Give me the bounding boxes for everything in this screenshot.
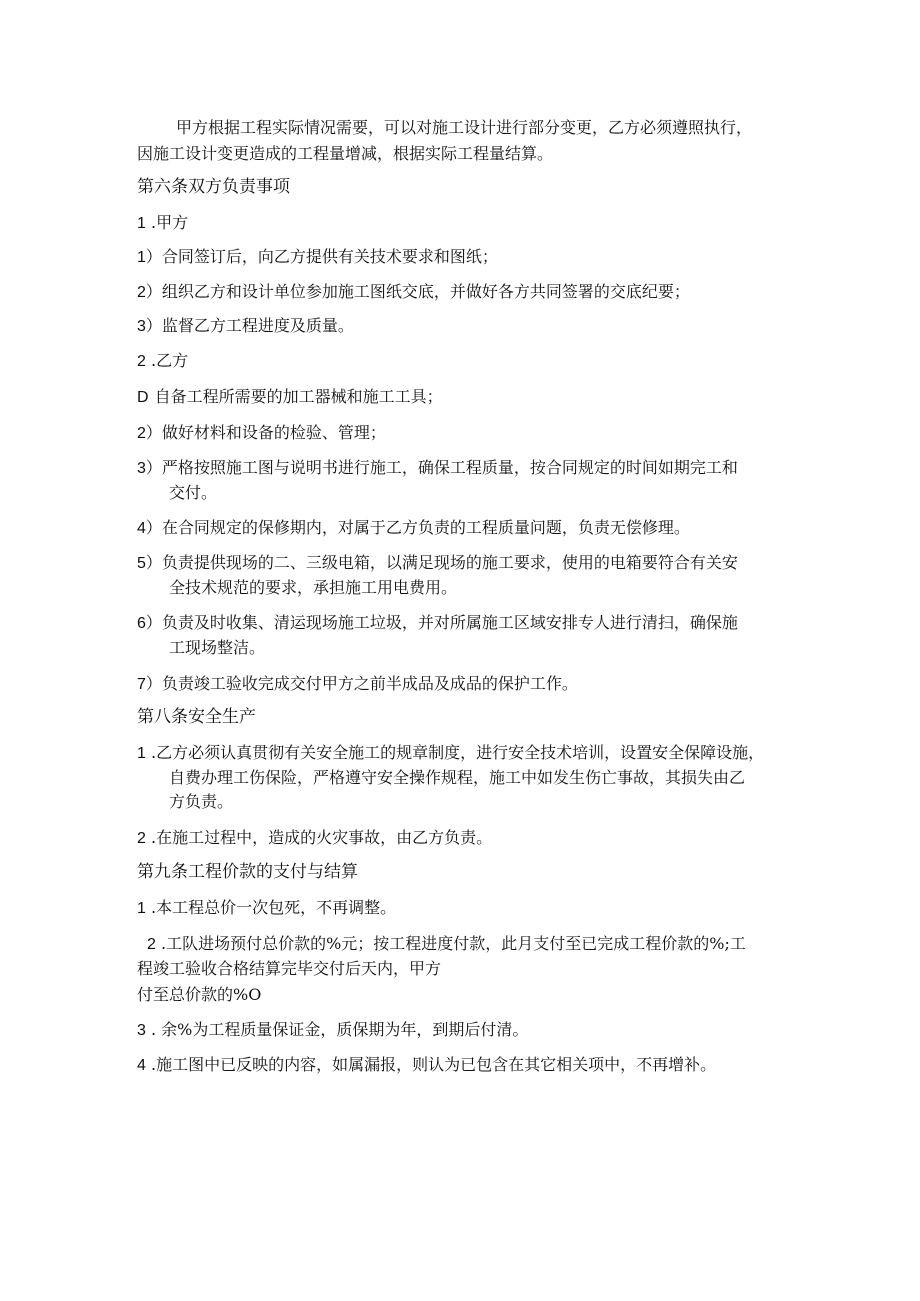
item-text: . 余%为工程质量保证金，质保期为年，到期后付清。 [145, 1020, 529, 1039]
item-number: D [137, 389, 149, 406]
item-number: 4 [137, 1057, 146, 1074]
item-text: ）在合同规定的保修期内，对属于乙方负责的工程质量问题，负责无偿修理。 [145, 518, 690, 537]
list-item [137, 1053, 716, 1078]
list-item [137, 672, 578, 697]
item-text: ）负责竣工验收完成交付甲方之前半成品及成品的保护工作。 [145, 674, 578, 693]
list-item [137, 421, 386, 446]
item-number: 3 [137, 1022, 146, 1039]
item-text: .甲方 [145, 213, 189, 232]
article-9-heading: 第九条工程价款的支付与结算 [137, 862, 358, 882]
intro-paragraph-line: 因施工设计变更造成的工程量增减，根据实际工程量结算。 [137, 144, 554, 163]
item-text: .乙方必须认真贯彻有关安全施工的规章制度，进行安全技术培训，设置安全保障设施， [145, 743, 765, 762]
item-number: 5 [137, 555, 146, 572]
party-b-heading [137, 349, 188, 374]
list-item [137, 456, 738, 481]
list-item-continuation: 付至总价款的%O [137, 985, 262, 1004]
item-text: .乙方 [145, 351, 189, 370]
item-text: ）做好材料和设备的检验、管理； [145, 423, 386, 442]
list-item-continuation: 交付。 [169, 483, 218, 502]
party-a-heading [137, 211, 188, 236]
article-8-heading: 第八条安全生产 [137, 707, 256, 727]
list-item [137, 385, 443, 410]
item-number: 1 [137, 900, 146, 917]
item-number: 3 [137, 318, 146, 335]
list-item [137, 826, 492, 851]
item-number: 2 [137, 284, 146, 301]
item-number: 6 [137, 615, 146, 632]
list-item [137, 741, 764, 766]
item-text: ）负责及时收集、清运现场施工垃圾，并对所属施工区域安排专人进行清扫，确保施 [145, 613, 738, 632]
item-text: ）严格按照施工图与说明书进行施工，确保工程质量，按合同规定的时间如期完工和 [145, 458, 738, 477]
item-number: 2 [137, 353, 146, 370]
list-item [137, 1018, 528, 1043]
list-item [137, 516, 690, 541]
list-item-continuation: 自费办理工伤保险，严格遵守安全操作规程，施工中如发生伤亡事故，其损失由乙 [169, 768, 746, 787]
list-item-continuation: 全技术规范的要求，承担施工用电费用。 [169, 578, 458, 597]
item-number: 4 [137, 520, 146, 537]
article-6-heading: 第六条双方负责事项 [137, 177, 290, 197]
item-text: ）监督乙方工程进度及质量。 [145, 316, 354, 335]
list-item [137, 245, 498, 270]
item-number: 2 [137, 830, 146, 847]
list-item [137, 896, 396, 921]
item-text: .在施工过程中，造成的火灾事故，由乙方负责。 [145, 828, 493, 847]
item-text: ）合同签订后，向乙方提供有关技术要求和图纸； [145, 247, 498, 266]
item-text: ）负责提供现场的二、三级电箱，以满足现场的施工要求，使用的电箱要符合有关安 [145, 553, 738, 572]
list-item-continuation: 工现场整洁。 [169, 638, 266, 657]
item-text: .本工程总价一次包死，不再调整。 [145, 898, 397, 917]
intro-paragraph-line: 甲方根据工程实际情况需要，可以对施工设计进行部分变更，乙方必须遵照执行， [176, 118, 753, 137]
item-text: .施工图中已反映的内容，如属漏报，则认为已包含在其它相关项中，不再增补。 [145, 1055, 717, 1074]
item-text: ）组织乙方和设计单位参加施工图纸交底，并做好各方共同签署的交底纪要； [145, 282, 690, 301]
list-item-continuation: 程竣工验收合格结算完毕交付后天内，甲方 [137, 959, 442, 978]
item-number: 2 [147, 936, 156, 953]
item-number: 2 [137, 425, 146, 442]
item-text: 自备工程所需要的加工器械和施工工具； [154, 387, 443, 406]
item-number: 1 [137, 215, 146, 232]
item-number: 3 [137, 460, 146, 477]
list-item-continuation: 方负责。 [169, 792, 234, 811]
list-item [137, 551, 738, 576]
item-number: 1 [137, 745, 146, 762]
list-item [147, 932, 746, 957]
item-text: .工队进场预付总价款的%元；按工程进度付款，此月支付至已完成工程价款的%;工 [155, 934, 746, 953]
item-number: 1 [137, 249, 146, 266]
list-item [137, 314, 354, 339]
list-item [137, 280, 690, 305]
list-item [137, 611, 738, 636]
item-number: 7 [137, 676, 146, 693]
